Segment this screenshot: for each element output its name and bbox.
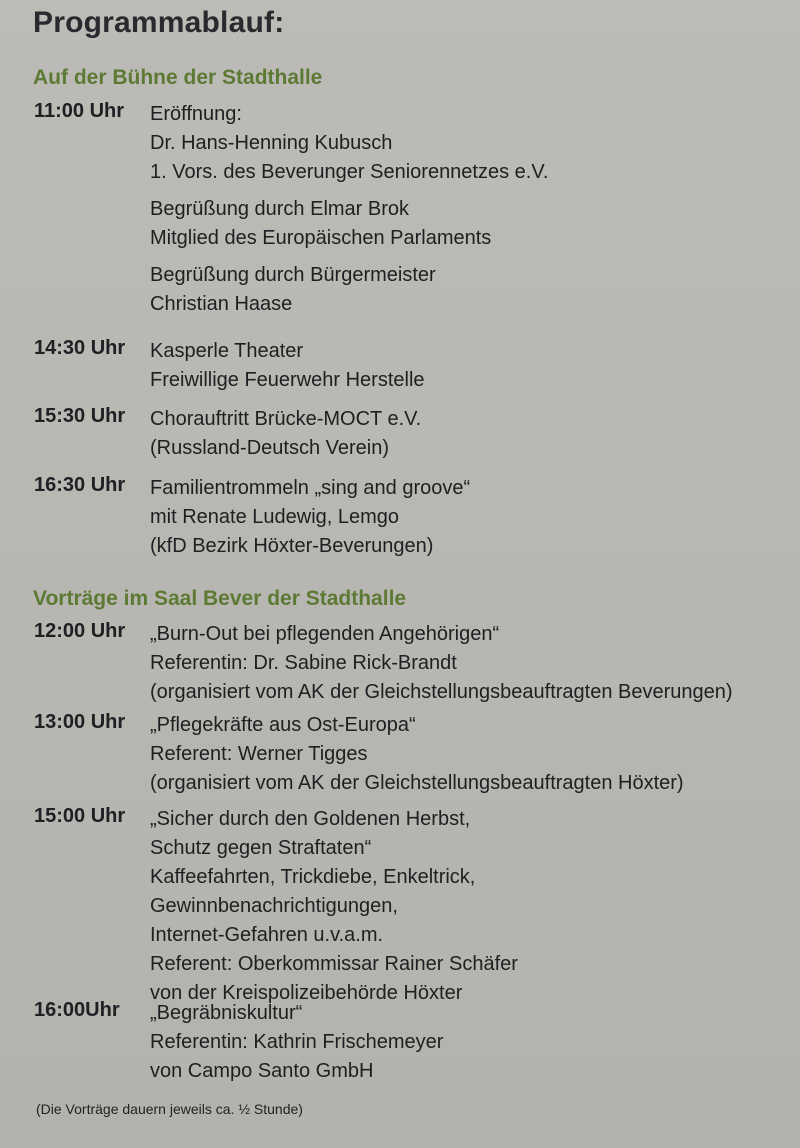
entry-line: „Pflegekräfte aus Ost-Europa“: [150, 714, 416, 736]
entry-line: „Sicher durch den Goldenen Herbst,: [150, 808, 471, 830]
entry-time: 16:00Uhr: [34, 999, 120, 1021]
entry-line: „Burn-Out bei pflegenden Angehörigen“: [150, 623, 500, 645]
entry-text: [150, 620, 733, 707]
entry-text: [150, 805, 518, 1008]
entry-line: von der Kreispolizeibehörde Höxter: [150, 982, 463, 1004]
entry-line: Dr. Hans-Henning Kubusch: [150, 132, 393, 154]
section-heading-stage: Auf der Bühne der Stadthalle: [33, 66, 323, 89]
entry-group: [150, 195, 548, 253]
entry-time: 15:30 Uhr: [34, 405, 126, 427]
page-title: Programmablauf:: [33, 6, 285, 39]
entry-line: Begrüßung durch Bürgermeister: [150, 264, 436, 286]
section-heading-lectures: Vorträge im Saal Bever der Stadthalle: [33, 587, 407, 610]
entry-line: Internet-Gefahren u.v.a.m.: [150, 924, 384, 946]
entry-time: 13:00 Uhr: [34, 711, 126, 733]
entry-text: [150, 474, 470, 561]
footnote: (Die Vorträge dauern jeweils ca. ½ Stunde): [36, 1101, 303, 1117]
entry-line: Referent: Werner Tigges: [150, 743, 368, 765]
entry-line: Referent: Oberkommissar Rainer Schäfer: [150, 953, 518, 975]
entry-line: mit Renate Ludewig, Lemgo: [150, 506, 400, 528]
entry-group: [150, 261, 548, 319]
entry-line: (organisiert vom AK der Gleichstellungsbeauftragten Höxter): [150, 772, 684, 794]
entry-line: Familientrommeln „sing and groove“: [150, 477, 471, 499]
entry-line: Referentin: Dr. Sabine Rick-Brandt: [150, 652, 457, 674]
entry-line: (Russland-Deutsch Verein): [150, 437, 389, 459]
entry-text: [150, 405, 421, 463]
entry-line: von Campo Santo GmbH: [150, 1060, 374, 1082]
entry-line: Freiwillige Feuerwehr Herstelle: [150, 369, 425, 391]
entry-time: 11:00 Uhr: [34, 100, 125, 122]
entry-group: [150, 100, 548, 187]
entry-line: 1. Vors. des Beverunger Seniorennetzes e.V.: [150, 161, 549, 183]
entry-text: [150, 337, 425, 395]
entry-line: Eröffnung:: [150, 103, 242, 125]
entry-line: Referentin: Kathrin Frischemeyer: [150, 1031, 444, 1053]
entry-time: 15:00 Uhr: [34, 805, 126, 827]
entry-time: 14:30 Uhr: [34, 337, 126, 359]
entry-line: Chorauftritt Brücke-MOCT e.V.: [150, 408, 422, 430]
entry-line: Christian Haase: [150, 293, 293, 315]
entry-line: Mitglied des Europäischen Parlaments: [150, 227, 492, 249]
entry-text: [150, 999, 443, 1086]
entry-line: (kfD Bezirk Höxter-Beverungen): [150, 535, 434, 557]
entry-text: [150, 711, 684, 798]
entry-line: Gewinnbenachrichtigungen,: [150, 895, 398, 917]
entry-line: Kasperle Theater: [150, 340, 304, 362]
entry-text: [150, 100, 548, 327]
entry-line: Begrüßung durch Elmar Brok: [150, 198, 410, 220]
entry-line: Kaffeefahrten, Trickdiebe, Enkeltrick,: [150, 866, 476, 888]
entry-line: „Begräbniskultur“: [150, 1002, 303, 1024]
entry-time: 12:00 Uhr: [34, 620, 126, 642]
entry-time: 16:30 Uhr: [34, 474, 126, 496]
entry-line: (organisiert vom AK der Gleichstellungsbeauftragten Beverungen): [150, 681, 733, 703]
entry-line: Schutz gegen Straftaten“: [150, 837, 372, 859]
